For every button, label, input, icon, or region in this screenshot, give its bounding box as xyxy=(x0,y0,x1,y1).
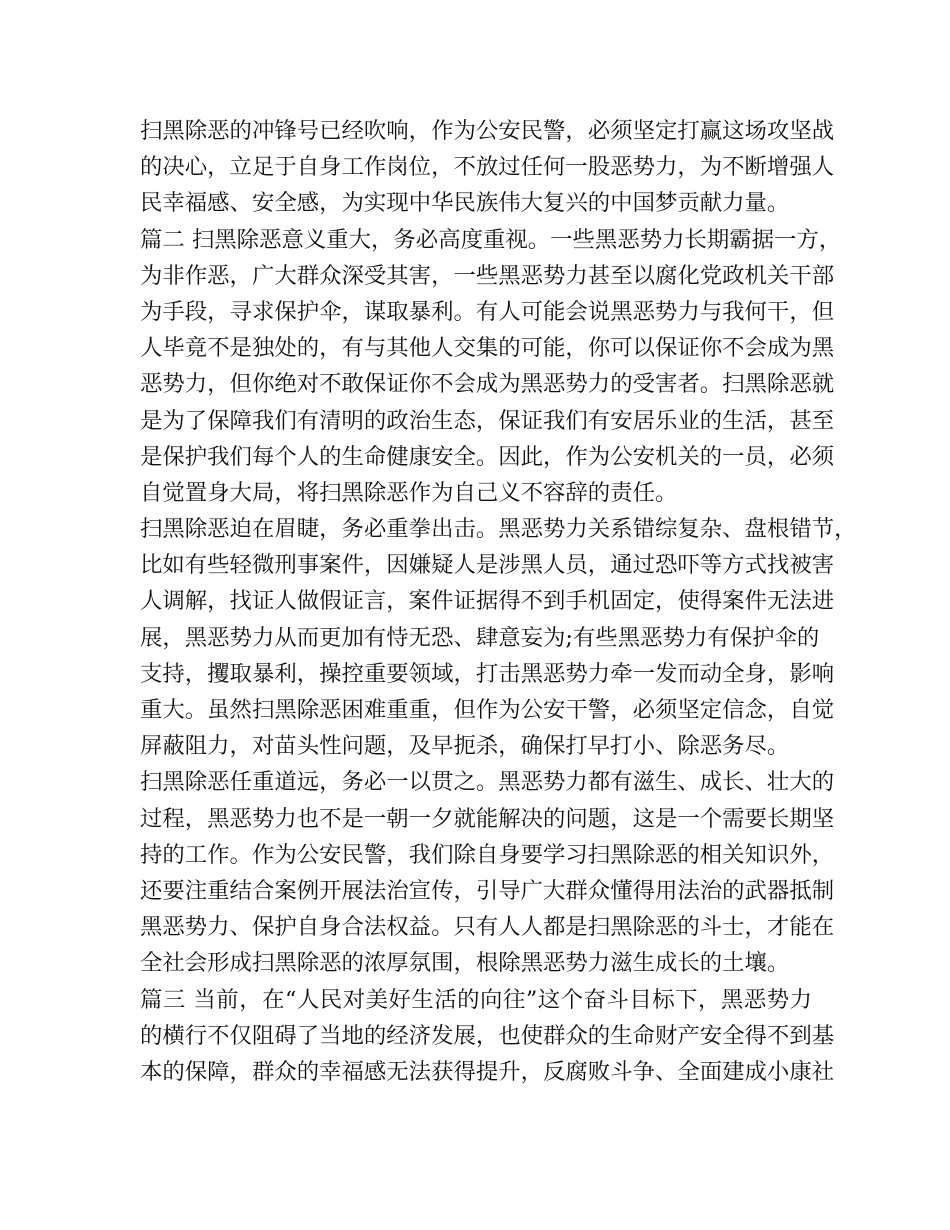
text-line: 人毕竟不是独处的，有与其他人交集的可能，你可以保证你不会成为黑 xyxy=(140,335,835,362)
text-line: 扫黑除恶任重道远，务必一以贯之。黑恶势力都有滋生、成长、壮大的 xyxy=(140,769,835,796)
text-line: 的决心，立足于自身工作岗位，不放过任何一股恶势力，为不断增强人 xyxy=(140,154,835,181)
section-heading-line: 篇二 扫黑除恶意义重大，务必高度重视。一些黑恶势力长期霸据一方， xyxy=(140,226,842,253)
text-line: 屏蔽阻力，对苗头性问题，及早扼杀，确保打早打小、除恶务尽。 xyxy=(140,733,790,760)
text-line: 黑恶势力、保护自身合法权益。只有人人都是扫黑除恶的斗士，才能在 xyxy=(140,914,835,941)
text-line: 重大。虽然扫黑除恶困难重重，但作为公安干警，必须坚定信念，自觉 xyxy=(140,697,835,723)
text-line: 本的保障，群众的幸福感无法获得提升，反腐败斗争、全面建成小康社 xyxy=(140,1058,835,1085)
text-line: 过程，黑恶势力也不是一朝一夕就能解决的问题，这是一个需要长期坚 xyxy=(140,805,835,832)
text-line: 恶势力，但你绝对不敢保证你不会成为黑恶势力的受害者。扫黑除恶就 xyxy=(140,371,835,398)
text-line: 为手段，寻求保护伞，谋取暴利。有人可能会说黑恶势力与我何干，但 xyxy=(140,298,835,325)
text-line: 扫黑除恶迫在眉睫，务必重拳出击。黑恶势力关系错综复杂、盘根错节， xyxy=(140,516,857,543)
text-line: 的横行不仅阻碍了当地的经济发展，也使群众的生命财产安全得不到基 xyxy=(140,1022,835,1049)
text-line: 是保护我们每个人的生命健康安全。因此，作为公安机关的一员，必须 xyxy=(140,443,835,470)
text-line: 扫黑除恶的冲锋号已经吹响，作为公安民警，必须坚定打赢这场攻坚战 xyxy=(140,118,835,144)
text-line: 为非作恶，广大群众深受其害，一些黑恶势力甚至以腐化党政机关干部 xyxy=(140,262,835,289)
text-line: 自觉置身大局，将扫黑除恶作为自己义不容辞的责任。 xyxy=(140,479,678,506)
text-line: 是为了保障我们有清明的政治生态，保证我们有安居乐业的生活，甚至 xyxy=(140,407,835,434)
section-heading-line: 篇三 当前，在“人民对美好生活的向往”这个奋斗目标下，黑恶势力 xyxy=(140,986,812,1013)
text-line: 还要注重结合案例开展法治宣传，引导广大群众懂得用法治的武器抵制 xyxy=(140,877,835,904)
text-line: 人调解，找证人做假证言，案件证据得不到手机固定，使得案件无法进 xyxy=(140,588,835,615)
text-line: 展，黑恶势力从而更加有恃无恐、肆意妄为;有些黑恶势力有保护伞的 xyxy=(140,624,820,651)
text-line: 比如有些轻微刑事案件，因嫌疑人是涉黑人员，通过恐吓等方式找被害 xyxy=(140,552,835,579)
text-line: 民幸福感、安全感，为实现中华民族伟大复兴的中国梦贡献力量。 xyxy=(140,190,790,217)
text-line: 全社会形成扫黑除恶的浓厚氛围，根除黑恶势力滋生成长的土壤。 xyxy=(140,950,790,977)
text-line: 持的工作。作为公安民警，我们除自身要学习扫黑除恶的相关知识外， xyxy=(140,841,835,868)
document-body xyxy=(140,113,857,1090)
text-line: 支持，攫取暴利，操控重要领域，打击黑恶势力牵一发而动全身，影响 xyxy=(140,660,835,687)
